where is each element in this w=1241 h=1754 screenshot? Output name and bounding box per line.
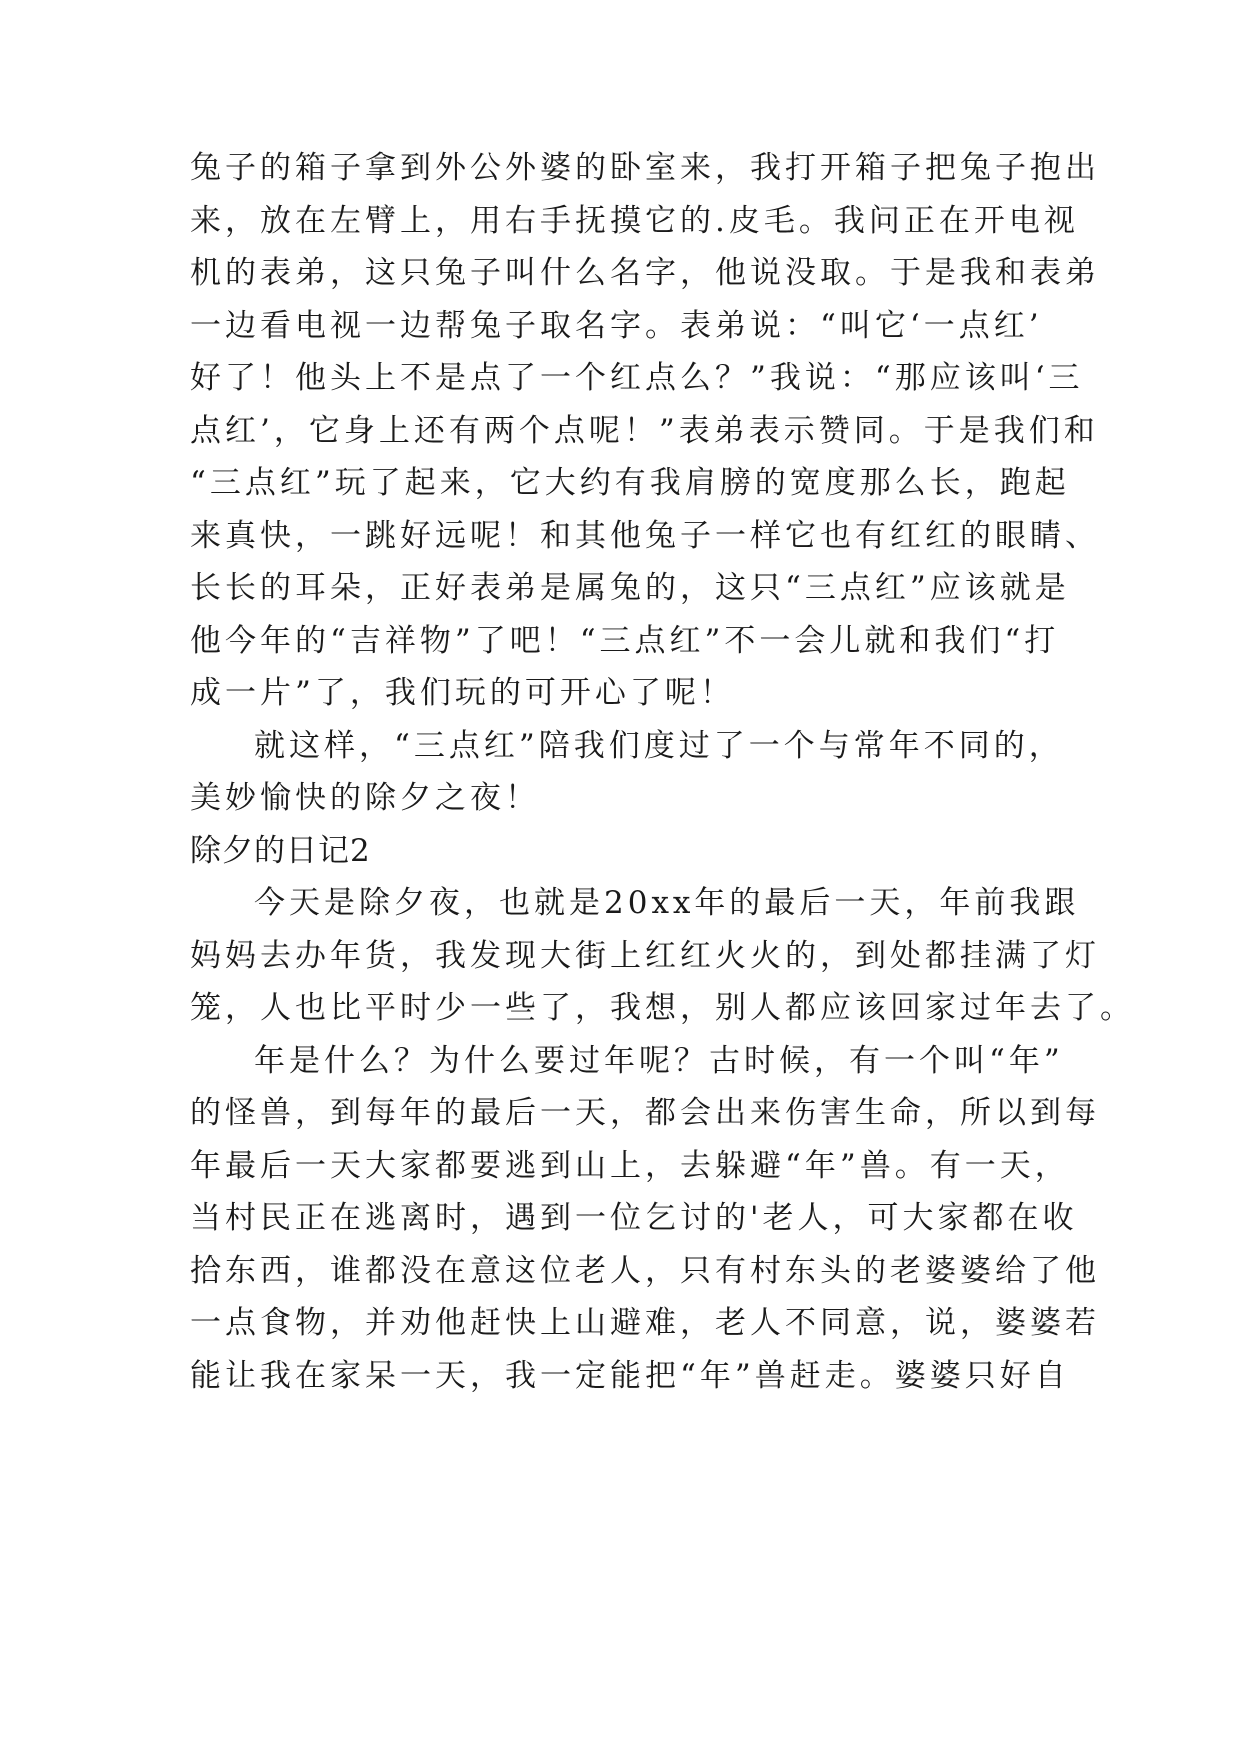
text-line: 的怪兽，到每年的最后一天，都会出来伤害生命，所以到每 — [190, 1095, 1100, 1131]
text-line: 当村民正在逃离时，遇到一位乞讨的'老人，可大家都在收 — [190, 1200, 1078, 1236]
text-line: 笼，人也比平时少一些了，我想，别人都应该回家过年去了。 — [190, 990, 1135, 1026]
paragraph-first-line: 就这样，“三点红”陪我们度过了一个与常年不同的， — [254, 728, 1064, 764]
paragraph-first-line: 今天是除夕夜，也就是20xx年的最后一天，年前我跟 — [254, 885, 1080, 921]
text-line: 来真快，一跳好远呢！和其他兔子一样它也有红红的眼睛、 — [190, 518, 1100, 554]
text-line: 一边看电视一边帮兔子取名字。表弟说：“叫它‘一点红’ — [190, 308, 1043, 344]
text-line: “三点红”玩了起来，它大约有我肩膀的宽度那么长，跑起 — [190, 465, 1070, 501]
text-line: 兔子的箱子拿到外公外婆的卧室来，我打开箱子把兔子抱出 — [190, 150, 1100, 186]
text-line: 成一片”了，我们玩的可开心了呢！ — [190, 675, 735, 711]
text-line: 他今年的“吉祥物”了吧！“三点红”不一会儿就和我们“打 — [190, 623, 1060, 659]
text-line: 好了！他头上不是点了一个红点么？”我说：“那应该叫‘三 — [190, 360, 1084, 396]
text-line: 美妙愉快的除夕之夜！ — [190, 780, 540, 816]
paragraph-first-line: 年是什么？为什么要过年呢？古时候，有一个叫“年” — [254, 1043, 1064, 1079]
text-line: 机的表弟，这只兔子叫什么名字，他说没取。于是我和表弟 — [190, 255, 1100, 291]
text-line: 一点食物，并劝他赶快上山避难，老人不同意，说，婆婆若 — [190, 1305, 1100, 1341]
text-line: 点红’，它身上还有两个点呢！”表弟表示赞同。于是我们和 — [190, 413, 1099, 449]
text-line: 年最后一天大家都要逃到山上，去躲避“年”兽。有一天， — [190, 1148, 1070, 1184]
text-line: 能让我在家呆一天，我一定能把“年”兽赶走。婆婆只好自 — [190, 1358, 1070, 1394]
section-heading: 除夕的日记2 — [190, 833, 371, 869]
text-line: 来，放在左臂上，用右手抚摸它的.皮毛。我问正在开电视 — [190, 203, 1079, 239]
text-line: 妈妈去办年货，我发现大街上红红火火的，到处都挂满了灯 — [190, 938, 1100, 974]
text-line: 拾东西，谁都没在意这位老人，只有村东头的老婆婆给了他 — [190, 1253, 1100, 1289]
text-line: 长长的耳朵，正好表弟是属兔的，这只“三点红”应该就是 — [190, 570, 1070, 606]
